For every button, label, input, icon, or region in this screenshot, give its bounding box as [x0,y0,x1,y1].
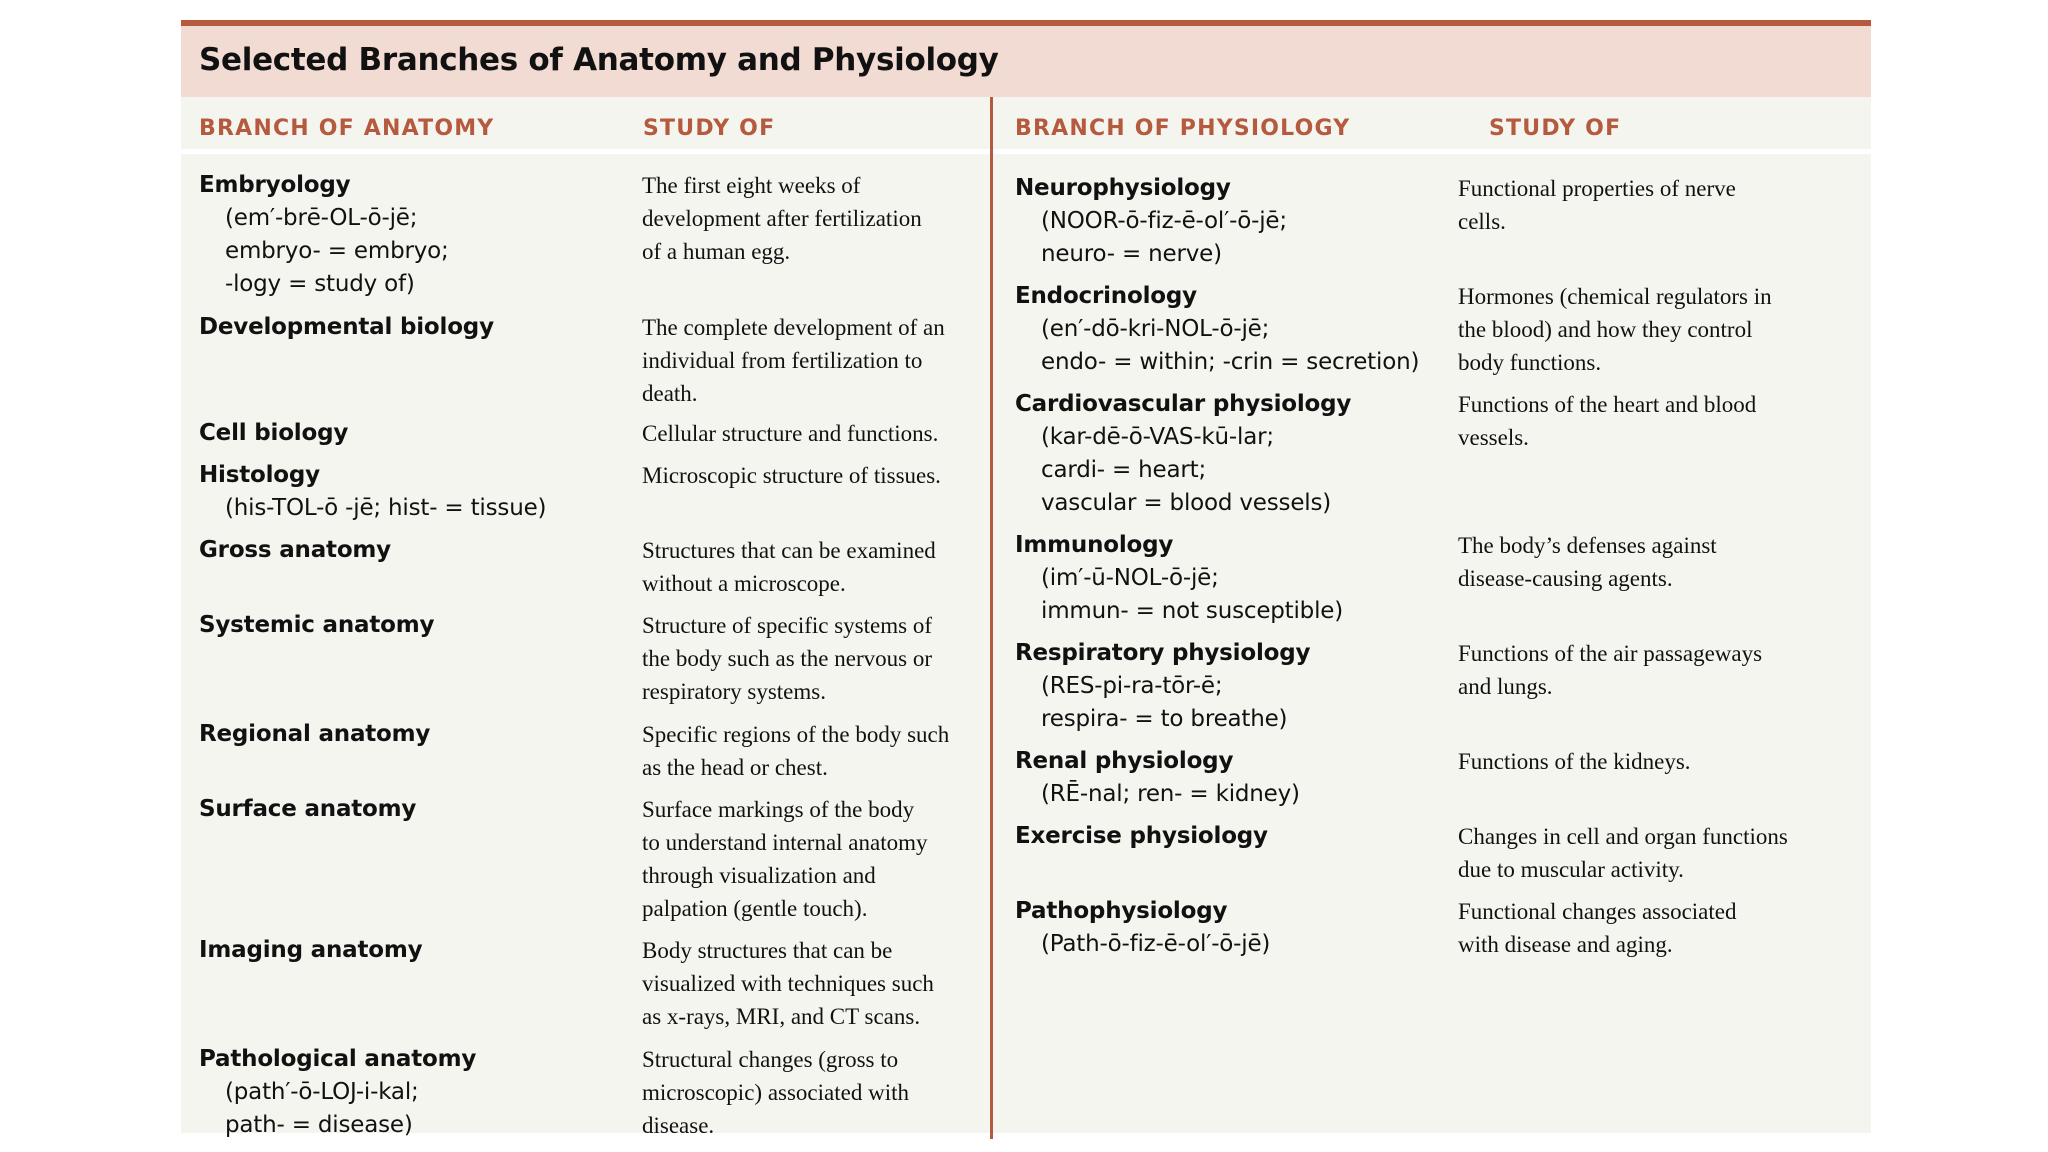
table-title: Selected Branches of Anatomy and Physiology [199,42,999,78]
branch-name: Cell biology [199,420,349,446]
study-description: Changes in cell and organ functions due to muscular activity. [1458,824,1788,882]
branch-name: Histology [199,462,320,488]
pronunciation-line: (en′-dō-kri-NOL-ō-jē; [1041,316,1270,342]
physiology-entry [1015,529,1343,628]
anatomy-entry [199,934,422,967]
anatomy-entry [199,1043,476,1142]
header-branch-of-physiology: BRANCH OF PHYSIOLOGY [1015,116,1351,141]
physiology-entry [1015,172,1287,271]
branch-name: Developmental biology [199,314,494,340]
pronunciation-line: (his-TOL-ō -jē; hist- = tissue) [225,495,547,521]
branch-name: Imaging anatomy [199,937,423,963]
pronunciation-line: (im′-ū-NOL-ō-jē; [1041,565,1219,591]
branches-table [181,20,1871,1138]
study-description: The body’s defenses against disease-causing agents. [1458,533,1717,591]
study-description: Structural changes (gross to microscopic) associated with disease. [642,1047,909,1138]
anatomy-entry [199,793,416,826]
header-anatomy-study-of: STUDY OF [643,116,776,141]
branch-name: Respiratory physiology [1015,640,1311,666]
header-physiology-study-of: STUDY OF [1489,116,1622,141]
header-branch-of-anatomy: BRANCH OF ANATOMY [199,116,495,141]
branch-name: Embryology [199,172,351,198]
anatomy-entry [199,169,449,301]
study-description: Functional changes associated with disease and aging. [1458,899,1737,957]
branch-name: Regional anatomy [199,721,431,747]
pronunciation-line: (RES-pi-ra-tōr-ē; [1041,673,1223,699]
pronunciation-line: vascular = blood vessels) [1041,490,1332,516]
anatomy-entry [199,534,391,567]
pronunciation-line: (RĒ-nal; ren- = kidney) [1041,781,1300,807]
branch-name: Endocrinology [1015,283,1197,309]
physiology-entry [1015,637,1310,736]
anatomy-entry [199,311,494,344]
pronunciation-line: respira- = to breathe) [1041,706,1288,732]
study-description: The complete development of an individual from fertilization to death. [642,315,945,406]
pronunciation-line: path- = disease) [225,1112,413,1138]
pronunciation-line: neuro- = nerve) [1041,241,1222,267]
study-description: Functions of the heart and blood vessels. [1458,392,1757,450]
study-description: Structure of specific systems of the body such as the nervous or respiratory systems. [642,613,932,704]
pronunciation-line: (Path-ō-fiz-ē-ol′-ō-jē) [1041,931,1271,957]
branch-name: Gross anatomy [199,537,391,563]
pronunciation-line: immun- = not susceptible) [1041,598,1343,624]
pronunciation-line: (path′-ō-LOJ-i-kal; [225,1079,419,1105]
study-description: Body structures that can be visualized with techniques such as x-rays, MRI, and CT scans. [642,938,934,1029]
study-description: Hormones (chemical regulators in the blood) and how they control body functions. [1458,284,1772,375]
physiology-entry [1015,388,1351,520]
physiology-entry [1015,745,1300,811]
title-bar [181,26,1871,97]
branch-name: Surface anatomy [199,796,417,822]
pronunciation-line: (kar-dē-ō-VAS-kū-lar; [1041,424,1274,450]
pronunciation-line: endo- = within; -crin = secretion) [1041,349,1420,375]
pronunciation-line: -logy = study of) [225,271,415,297]
pronunciation-line: (NOOR-ō-fiz-ē-ol′-ō-jē; [1041,208,1287,234]
study-description: Microscopic structure of tissues. [642,463,941,488]
branch-name: Neurophysiology [1015,175,1231,201]
branch-name: Pathophysiology [1015,898,1228,924]
anatomy-entry [199,718,430,751]
study-description: Functions of the kidneys. [1458,749,1691,774]
study-description: Specific regions of the body such as the head or chest. [642,722,950,780]
anatomy-entry [199,609,434,642]
anatomy-entry [199,459,546,525]
pronunciation-line: cardi- = heart; [1041,457,1207,483]
study-description: Structures that can be examined without a microscope. [642,538,936,596]
physiology-entry [1015,820,1268,853]
branch-name: Exercise physiology [1015,823,1268,849]
physiology-entry [1015,280,1419,379]
header-rule [181,149,1871,154]
physiology-entry [1015,895,1270,961]
pronunciation-line: (em′-brē-OL-ō-jē; [225,205,418,231]
branch-name: Immunology [1015,532,1174,558]
branch-name: Cardiovascular physiology [1015,391,1352,417]
study-description: Surface markings of the body to understand internal anatomy through visualization and palpation (gentle touch). [642,797,928,921]
study-description: Functions of the air passageways and lungs. [1458,641,1763,699]
pronunciation-line: embryo- = embryo; [225,238,449,264]
column-divider [990,97,993,1139]
branch-name: Renal physiology [1015,748,1234,774]
study-description: Functional properties of nerve cells. [1458,176,1736,234]
anatomy-entry [199,417,348,450]
branch-name: Pathological anatomy [199,1046,477,1072]
branch-name: Systemic anatomy [199,612,435,638]
study-description: Cellular structure and functions. [642,421,939,446]
study-description: The first eight weeks of development after fertilization of a human egg. [642,173,922,264]
